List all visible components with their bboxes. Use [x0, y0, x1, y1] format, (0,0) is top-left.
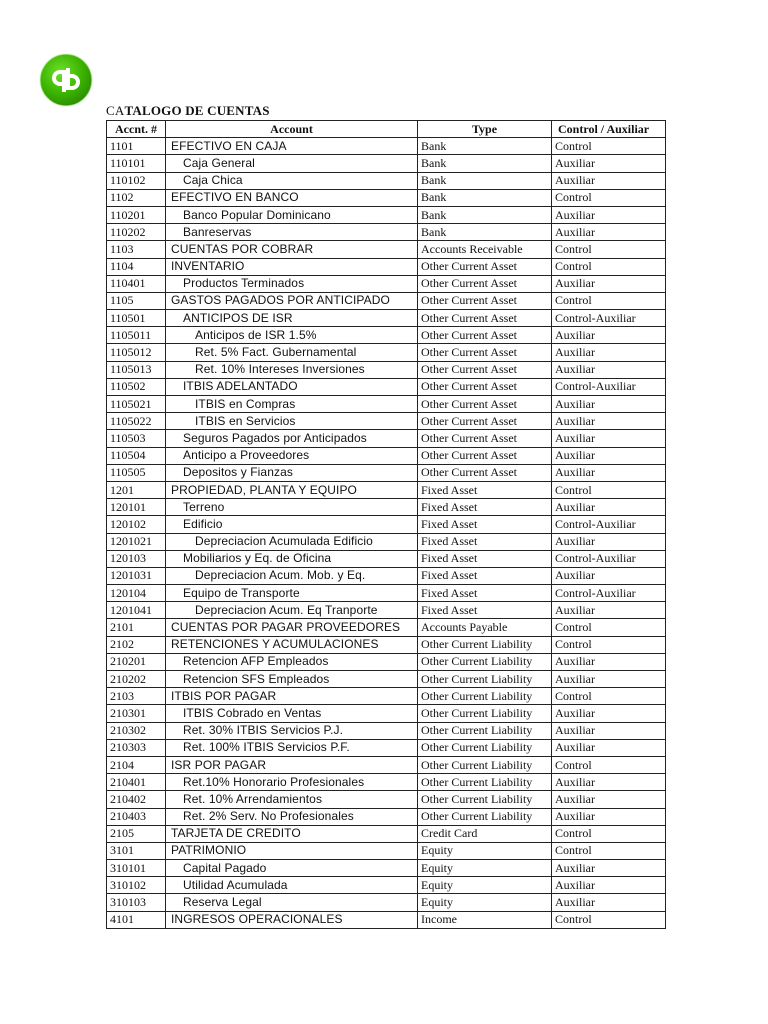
account-number-cell: 1105012 — [107, 344, 166, 361]
control-auxiliar-cell: Control — [552, 189, 666, 206]
control-auxiliar-cell: Control-Auxiliar — [552, 550, 666, 567]
table-row — [107, 808, 666, 825]
account-type-cell: Other Current Asset — [418, 396, 552, 413]
account-name-cell: Banreservas — [166, 224, 418, 241]
account-name-cell: Banco Popular Dominicano — [166, 206, 418, 223]
account-name-cell: PATRIMONIO — [166, 842, 418, 859]
account-type-cell: Fixed Asset — [418, 585, 552, 602]
table-row — [107, 310, 666, 327]
account-type-cell: Equity — [418, 842, 552, 859]
account-name-cell: Ret. 2% Serv. No Profesionales — [166, 808, 418, 825]
account-type-cell: Fixed Asset — [418, 567, 552, 584]
control-auxiliar-cell: Control — [552, 756, 666, 773]
account-number-cell: 110101 — [107, 155, 166, 172]
account-name-cell: Terreno — [166, 499, 418, 516]
account-number-cell: 310103 — [107, 894, 166, 911]
table-row — [107, 361, 666, 378]
account-name-cell: Ret. 10% Arrendamientos — [166, 791, 418, 808]
control-auxiliar-cell: Auxiliar — [552, 808, 666, 825]
account-number-cell: 310101 — [107, 860, 166, 877]
account-type-cell: Income — [418, 911, 552, 928]
control-auxiliar-cell: Control — [552, 481, 666, 498]
table-row — [107, 825, 666, 842]
account-name-cell: Mobiliarios y Eq. de Oficina — [166, 550, 418, 567]
account-name-cell: CUENTAS POR PAGAR PROVEEDORES — [166, 619, 418, 636]
account-number-cell: 210201 — [107, 653, 166, 670]
account-number-cell: 110401 — [107, 275, 166, 292]
account-type-cell: Other Current Liability — [418, 739, 552, 756]
table-row — [107, 842, 666, 859]
account-number-cell: 2103 — [107, 688, 166, 705]
account-number-cell: 1101 — [107, 138, 166, 155]
control-auxiliar-cell: Auxiliar — [552, 894, 666, 911]
account-number-cell: 120103 — [107, 550, 166, 567]
control-auxiliar-cell: Auxiliar — [552, 877, 666, 894]
control-auxiliar-cell: Auxiliar — [552, 860, 666, 877]
account-name-cell: Depreciacion Acumulada Edificio — [166, 533, 418, 550]
account-type-cell: Bank — [418, 206, 552, 223]
account-type-cell: Equity — [418, 877, 552, 894]
account-number-cell: 2105 — [107, 825, 166, 842]
table-row — [107, 241, 666, 258]
account-type-cell: Other Current Asset — [418, 361, 552, 378]
account-number-cell: 1201031 — [107, 567, 166, 584]
account-type-cell: Other Current Liability — [418, 722, 552, 739]
table-row — [107, 396, 666, 413]
table-row — [107, 722, 666, 739]
account-number-cell: 1201041 — [107, 602, 166, 619]
account-name-cell: ITBIS ADELANTADO — [166, 378, 418, 395]
account-type-cell: Bank — [418, 172, 552, 189]
table-row — [107, 172, 666, 189]
control-auxiliar-cell: Control-Auxiliar — [552, 310, 666, 327]
account-name-cell: EFECTIVO EN BANCO — [166, 189, 418, 206]
account-number-cell: 1201 — [107, 481, 166, 498]
table-row — [107, 877, 666, 894]
account-number-cell: 1201021 — [107, 533, 166, 550]
table-row — [107, 688, 666, 705]
table-row — [107, 481, 666, 498]
table-row — [107, 258, 666, 275]
account-type-cell: Fixed Asset — [418, 481, 552, 498]
account-number-cell: 120102 — [107, 516, 166, 533]
control-auxiliar-cell: Auxiliar — [552, 671, 666, 688]
table-row — [107, 756, 666, 773]
table-row — [107, 567, 666, 584]
account-type-cell: Accounts Receivable — [418, 241, 552, 258]
account-type-cell: Fixed Asset — [418, 516, 552, 533]
account-type-cell: Bank — [418, 224, 552, 241]
table-row — [107, 774, 666, 791]
account-type-cell: Other Current Liability — [418, 653, 552, 670]
control-auxiliar-cell: Auxiliar — [552, 155, 666, 172]
control-auxiliar-cell: Auxiliar — [552, 705, 666, 722]
control-auxiliar-cell: Control — [552, 911, 666, 928]
table-row — [107, 533, 666, 550]
table-row — [107, 275, 666, 292]
account-name-cell: Anticipo a Proveedores — [166, 447, 418, 464]
table-row — [107, 155, 666, 172]
control-auxiliar-cell: Auxiliar — [552, 602, 666, 619]
account-number-cell: 1102 — [107, 189, 166, 206]
control-auxiliar-cell: Control — [552, 636, 666, 653]
account-name-cell: Ret. 5% Fact. Gubernamental — [166, 344, 418, 361]
account-name-cell: GASTOS PAGADOS POR ANTICIPADO — [166, 292, 418, 309]
account-type-cell: Other Current Asset — [418, 258, 552, 275]
account-number-cell: 110504 — [107, 447, 166, 464]
account-number-cell: 310102 — [107, 877, 166, 894]
account-type-cell: Other Current Liability — [418, 808, 552, 825]
chart-of-accounts-table — [106, 120, 666, 929]
account-number-cell: 1105013 — [107, 361, 166, 378]
table-row — [107, 619, 666, 636]
account-type-cell: Other Current Asset — [418, 310, 552, 327]
control-auxiliar-cell: Auxiliar — [552, 499, 666, 516]
control-auxiliar-cell: Auxiliar — [552, 464, 666, 481]
table-row — [107, 447, 666, 464]
account-name-cell: CUENTAS POR COBRAR — [166, 241, 418, 258]
account-name-cell: ITBIS Cobrado en Ventas — [166, 705, 418, 722]
account-name-cell: ITBIS POR PAGAR — [166, 688, 418, 705]
account-name-cell: INGRESOS OPERACIONALES — [166, 911, 418, 928]
account-name-cell: Edificio — [166, 516, 418, 533]
control-auxiliar-cell: Control — [552, 241, 666, 258]
account-number-cell: 210303 — [107, 739, 166, 756]
account-name-cell: Retencion AFP Empleados — [166, 653, 418, 670]
account-name-cell: Anticipos de ISR 1.5% — [166, 327, 418, 344]
account-number-cell: 4101 — [107, 911, 166, 928]
account-name-cell: Ret. 10% Intereses Inversiones — [166, 361, 418, 378]
account-number-cell: 1103 — [107, 241, 166, 258]
account-type-cell: Other Current Liability — [418, 671, 552, 688]
account-type-cell: Other Current Asset — [418, 413, 552, 430]
account-number-cell: 210403 — [107, 808, 166, 825]
header-account: Account — [166, 121, 418, 138]
account-name-cell: PROPIEDAD, PLANTA Y EQUIPO — [166, 481, 418, 498]
table-row — [107, 705, 666, 722]
title-rest: TALOGO DE CUENTAS — [124, 103, 270, 118]
account-number-cell: 2104 — [107, 756, 166, 773]
table-row — [107, 516, 666, 533]
table-row — [107, 911, 666, 928]
account-number-cell: 120101 — [107, 499, 166, 516]
table-row — [107, 430, 666, 447]
control-auxiliar-cell: Control — [552, 825, 666, 842]
control-auxiliar-cell: Auxiliar — [552, 791, 666, 808]
account-number-cell: 1105 — [107, 292, 166, 309]
account-type-cell: Bank — [418, 189, 552, 206]
control-auxiliar-cell: Auxiliar — [552, 344, 666, 361]
table-row — [107, 378, 666, 395]
account-number-cell: 1105021 — [107, 396, 166, 413]
account-type-cell: Bank — [418, 155, 552, 172]
control-auxiliar-cell: Auxiliar — [552, 739, 666, 756]
control-auxiliar-cell: Auxiliar — [552, 447, 666, 464]
control-auxiliar-cell: Auxiliar — [552, 533, 666, 550]
control-auxiliar-cell: Auxiliar — [552, 430, 666, 447]
account-type-cell: Other Current Asset — [418, 430, 552, 447]
account-name-cell: Reserva Legal — [166, 894, 418, 911]
control-auxiliar-cell: Control-Auxiliar — [552, 516, 666, 533]
account-number-cell: 210401 — [107, 774, 166, 791]
table-row — [107, 585, 666, 602]
account-type-cell: Other Current Liability — [418, 705, 552, 722]
account-number-cell: 210302 — [107, 722, 166, 739]
account-name-cell: RETENCIONES Y ACUMULACIONES — [166, 636, 418, 653]
account-type-cell: Other Current Asset — [418, 344, 552, 361]
account-name-cell: Ret. 30% ITBIS Servicios P.J. — [166, 722, 418, 739]
table-row — [107, 636, 666, 653]
account-name-cell: Capital Pagado — [166, 860, 418, 877]
control-auxiliar-cell: Auxiliar — [552, 206, 666, 223]
table-row — [107, 344, 666, 361]
account-name-cell: Retencion SFS Empleados — [166, 671, 418, 688]
table-row — [107, 224, 666, 241]
account-type-cell: Equity — [418, 860, 552, 877]
account-type-cell: Other Current Asset — [418, 327, 552, 344]
account-number-cell: 1105022 — [107, 413, 166, 430]
control-auxiliar-cell: Control — [552, 842, 666, 859]
table-row — [107, 671, 666, 688]
account-type-cell: Other Current Asset — [418, 292, 552, 309]
account-name-cell: Caja Chica — [166, 172, 418, 189]
account-type-cell: Other Current Liability — [418, 636, 552, 653]
account-type-cell: Other Current Liability — [418, 688, 552, 705]
table-row — [107, 860, 666, 877]
account-type-cell: Other Current Asset — [418, 275, 552, 292]
header-type: Type — [418, 121, 552, 138]
account-type-cell: Other Current Liability — [418, 774, 552, 791]
account-number-cell: 1105011 — [107, 327, 166, 344]
account-type-cell: Fixed Asset — [418, 550, 552, 567]
control-auxiliar-cell: Control — [552, 619, 666, 636]
table-row — [107, 138, 666, 155]
account-name-cell: Ret.10% Honorario Profesionales — [166, 774, 418, 791]
table-row — [107, 653, 666, 670]
table-header-row — [107, 121, 666, 138]
account-name-cell: INVENTARIO — [166, 258, 418, 275]
account-name-cell: ITBIS en Servicios — [166, 413, 418, 430]
account-name-cell: Depreciacion Acum. Mob. y Eq. — [166, 567, 418, 584]
account-name-cell: Utilidad Acumulada — [166, 877, 418, 894]
account-type-cell: Fixed Asset — [418, 499, 552, 516]
account-name-cell: Equipo de Transporte — [166, 585, 418, 602]
control-auxiliar-cell: Control — [552, 258, 666, 275]
account-number-cell: 2102 — [107, 636, 166, 653]
control-auxiliar-cell: Auxiliar — [552, 567, 666, 584]
account-number-cell: 1104 — [107, 258, 166, 275]
table-row — [107, 464, 666, 481]
table-row — [107, 550, 666, 567]
account-number-cell: 3101 — [107, 842, 166, 859]
control-auxiliar-cell: Control — [552, 138, 666, 155]
control-auxiliar-cell: Auxiliar — [552, 722, 666, 739]
control-auxiliar-cell: Control — [552, 292, 666, 309]
account-number-cell: 210402 — [107, 791, 166, 808]
account-number-cell: 210301 — [107, 705, 166, 722]
account-type-cell: Other Current Asset — [418, 378, 552, 395]
account-name-cell: Seguros Pagados por Anticipados — [166, 430, 418, 447]
account-name-cell: Caja General — [166, 155, 418, 172]
account-type-cell: Bank — [418, 138, 552, 155]
header-account-number: Accnt. # — [107, 121, 166, 138]
account-type-cell: Credit Card — [418, 825, 552, 842]
account-number-cell: 110505 — [107, 464, 166, 481]
account-number-cell: 110503 — [107, 430, 166, 447]
account-name-cell: Productos Terminados — [166, 275, 418, 292]
control-auxiliar-cell: Auxiliar — [552, 327, 666, 344]
control-auxiliar-cell: Control-Auxiliar — [552, 378, 666, 395]
table-row — [107, 499, 666, 516]
table-row — [107, 791, 666, 808]
title-prefix: CA — [106, 103, 125, 118]
account-name-cell: ANTICIPOS DE ISR — [166, 310, 418, 327]
table-row — [107, 413, 666, 430]
control-auxiliar-cell: Auxiliar — [552, 413, 666, 430]
control-auxiliar-cell: Auxiliar — [552, 361, 666, 378]
table-row — [107, 189, 666, 206]
account-type-cell: Other Current Asset — [418, 447, 552, 464]
quickbooks-logo-icon — [38, 52, 94, 108]
control-auxiliar-cell: Auxiliar — [552, 396, 666, 413]
control-auxiliar-cell: Auxiliar — [552, 275, 666, 292]
account-name-cell: TARJETA DE CREDITO — [166, 825, 418, 842]
account-type-cell: Fixed Asset — [418, 602, 552, 619]
account-type-cell: Equity — [418, 894, 552, 911]
account-type-cell: Accounts Payable — [418, 619, 552, 636]
control-auxiliar-cell: Auxiliar — [552, 774, 666, 791]
account-type-cell: Other Current Asset — [418, 464, 552, 481]
control-auxiliar-cell: Auxiliar — [552, 653, 666, 670]
account-number-cell: 110201 — [107, 206, 166, 223]
control-auxiliar-cell: Control-Auxiliar — [552, 585, 666, 602]
account-name-cell: Depositos y Fianzas — [166, 464, 418, 481]
control-auxiliar-cell: Control — [552, 688, 666, 705]
table-row — [107, 739, 666, 756]
account-number-cell: 120104 — [107, 585, 166, 602]
table-row — [107, 292, 666, 309]
account-number-cell: 110202 — [107, 224, 166, 241]
table-row — [107, 206, 666, 223]
account-type-cell: Fixed Asset — [418, 533, 552, 550]
account-name-cell: ISR POR PAGAR — [166, 756, 418, 773]
account-name-cell: Depreciacion Acum. Eq Tranporte — [166, 602, 418, 619]
table-row — [107, 327, 666, 344]
account-number-cell: 210202 — [107, 671, 166, 688]
control-auxiliar-cell: Auxiliar — [552, 224, 666, 241]
document-title — [106, 103, 270, 119]
account-number-cell: 110501 — [107, 310, 166, 327]
account-name-cell: EFECTIVO EN CAJA — [166, 138, 418, 155]
table-row — [107, 894, 666, 911]
table-row — [107, 602, 666, 619]
control-auxiliar-cell: Auxiliar — [552, 172, 666, 189]
account-number-cell: 110502 — [107, 378, 166, 395]
account-number-cell: 110102 — [107, 172, 166, 189]
account-number-cell: 2101 — [107, 619, 166, 636]
account-type-cell: Other Current Liability — [418, 791, 552, 808]
header-control-auxiliar: Control / Auxiliar — [552, 121, 666, 138]
account-name-cell: ITBIS en Compras — [166, 396, 418, 413]
account-name-cell: Ret. 100% ITBIS Servicios P.F. — [166, 739, 418, 756]
account-type-cell: Other Current Liability — [418, 756, 552, 773]
